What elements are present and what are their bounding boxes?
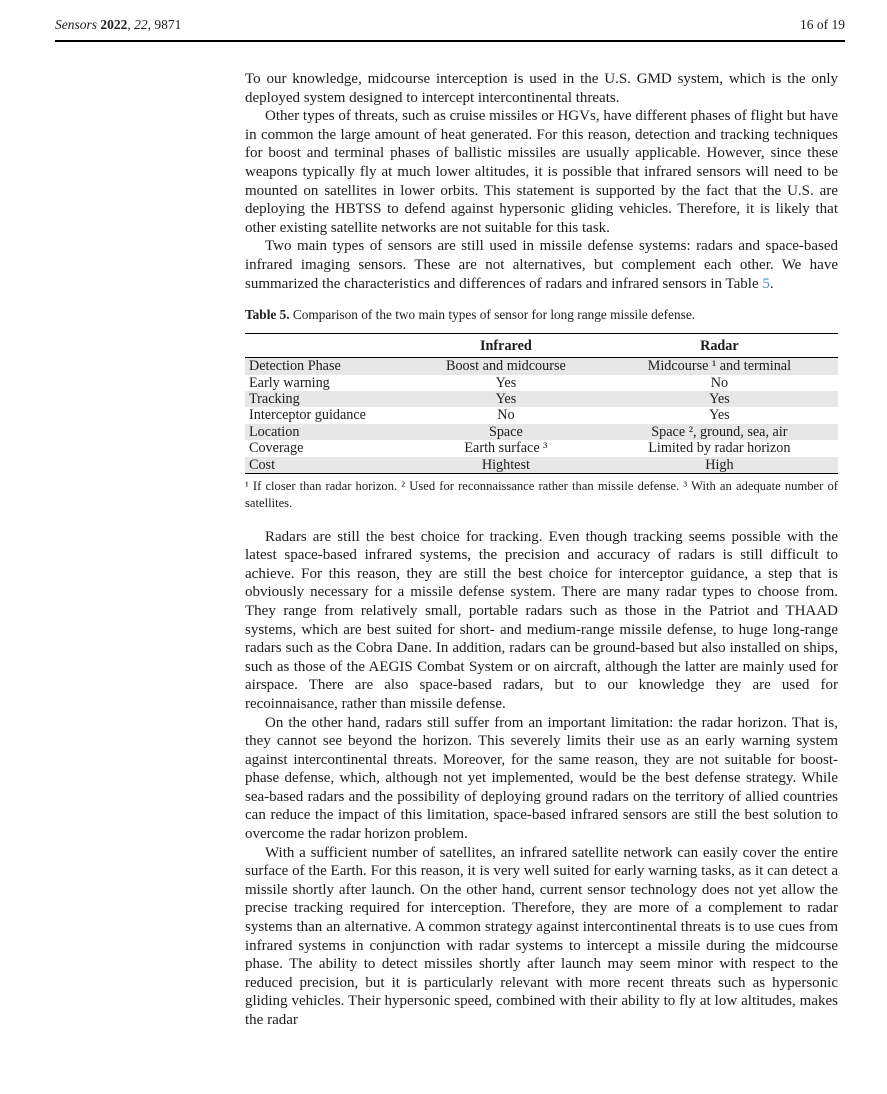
column-header-infrared: Infrared <box>411 334 601 358</box>
row-label: Detection Phase <box>249 358 341 375</box>
table-row <box>245 424 838 440</box>
infrared-cell: Yes <box>495 374 517 391</box>
row-label: Coverage <box>249 440 304 457</box>
page-number: 16 of 19 <box>800 17 845 32</box>
paragraph-3-end: . <box>769 275 774 292</box>
table-footnote: ¹ If closer than radar horizon. ² Used for reconnaissance rather than missile defense. ³ With an adequate number of satellites. <box>245 478 838 510</box>
table-row <box>245 391 838 407</box>
radar-cell: High <box>705 456 734 473</box>
running-head <box>55 0 845 42</box>
radar-cell: Yes <box>709 390 730 407</box>
radar-cell: Space ², ground, sea, air <box>651 423 788 440</box>
infrared-cell: Space <box>488 423 523 440</box>
table-row <box>245 407 838 423</box>
table-caption-label: Table 5. <box>245 307 290 323</box>
paragraph-5: On the other hand, radars still suffer from an important limitation: the radar horizon. That is, they cannot see beyond the horizon. This severely limits their use as an early warning system against intercontinental threats. Moreover, for the same reason, they are not suitable for boost-phase defense, which, although not yet implemented, would be the best defense strategy. While sea-based radars and the possibility of deploying ground radars on the territory of allied countries can reduce the impact of this limitation, space-based infrared sensors are still the best solution to overcome the radar horizon problem. <box>245 714 838 843</box>
infrared-cell: No <box>497 407 515 424</box>
paragraph-4: Radars are still the best choice for tracking. Even though tracking seems possible with the latest space-based infrared systems, the precision and accuracy of radars is still difficult to achieve. For this reason, they are still the best choice for interceptor guidance, a step that is obviously necessary for a missile defense system. There are many radar types to choose from. They range from relatively small, portable radars such as those in the Patriot and THAAD systems, which are best suited for short- and medium-range missile defense, to huge long-range radars such as the Cobra Dane. In addition, radars can be ground-based but also installed on ships, such as those of the AEGIS Combat System or on aircraft, although the latter are mainly used for airspace. There are also space-based radars, but to our knowledge they are used for recoinnaisance, rather than missile defense. <box>245 528 838 712</box>
paragraph-3 <box>245 237 838 293</box>
paragraph-1: To our knowledge, midcourse interception is used in the U.S. GMD system, which is the only deployed system designed to intercept intercontinental threats. <box>245 71 838 106</box>
paragraph-2: Other types of threats, such as cruise missiles or HGVs, have different phases of flight but have in common the large amount of heat generated. For this reason, detection and tracking techniques for boost and terminal phases of ballistic missiles are usually applicable. However, since these weapons typically fly at much lower altitudes, it is possible that infrared sensors will need to be mounted on satellites in lower orbits. This statement is supported by the fact that the U.S. are deploying the HBTSS to defend against hypersonic gliding vehicles. Therefore, it is likely that other existing satellite networks are not suitable for this task. <box>245 108 838 236</box>
table-row <box>245 440 838 456</box>
column-header-empty <box>245 334 411 358</box>
citation-article-id: , 9871 <box>147 17 182 32</box>
infrared-cell: Earth surface ³ <box>464 440 548 457</box>
radar-cell: No <box>710 374 729 391</box>
paragraph-6: With a sufficient number of satellites, an infrared satellite network can easily cover the entire surface of the Earth. For this reason, it is very well suited for early warning tasks, as it can detect a missile shortly after launch. On the other hand, current sensor technology does not yet allow the precise tracking required for interception. Therefore, they are more of a complement to radar systems than an alternative. A common strategy against intercontinental threats is to use cues from infrared systems in conjunction with radar systems to intercept a missile during the midcourse phase. The ability to detect missiles shortly after launch may seem minor with respect to the reduced precision, but it is particularly relevant with more recent threats such as hypersonic gliding vehicles. Their hypersonic speed, combined with their ability to fly at low altitudes, makes the radar <box>245 844 838 1028</box>
table-caption-text: Comparison of the two main types of sensor for long range missile defense. <box>289 307 696 323</box>
page-body <box>245 70 838 1030</box>
citation-volume: 22 <box>134 17 148 32</box>
table-header-row <box>245 334 838 358</box>
radar-cell: Yes <box>709 407 730 424</box>
table-caption <box>245 307 838 323</box>
table-row <box>245 375 838 391</box>
infrared-cell: Yes <box>495 390 517 407</box>
row-label: Tracking <box>249 390 300 407</box>
table-row <box>245 457 838 474</box>
table-5-reference-link[interactable]: 5 <box>762 275 770 292</box>
radar-cell: Midcourse ¹ and terminal <box>647 358 792 375</box>
radar-cell: Limited by radar horizon <box>648 440 791 457</box>
row-label: Early warning <box>249 374 330 391</box>
row-label: Interceptor guidance <box>249 407 366 424</box>
column-header-radar: Radar <box>601 334 838 358</box>
sensor-comparison-table <box>245 333 838 474</box>
row-label: Location <box>249 423 300 440</box>
table-row <box>245 358 838 375</box>
citation-sep: , <box>127 17 135 32</box>
journal-citation <box>55 17 181 33</box>
citation-year: 2022 <box>100 17 128 32</box>
paragraph-3-text: Two main types of sensors are still used in missile defense systems: radars and space-based infrared imaging sensors. These are not alternatives, but complement each other. We have summarized the characteristics and differences of radars and infrared sensors in Table <box>245 238 838 292</box>
infrared-cell: Boost and midcourse <box>446 358 566 375</box>
infrared-cell: Hightest <box>481 456 530 473</box>
row-label: Cost <box>249 456 276 473</box>
journal-name: Sensors <box>55 17 98 32</box>
